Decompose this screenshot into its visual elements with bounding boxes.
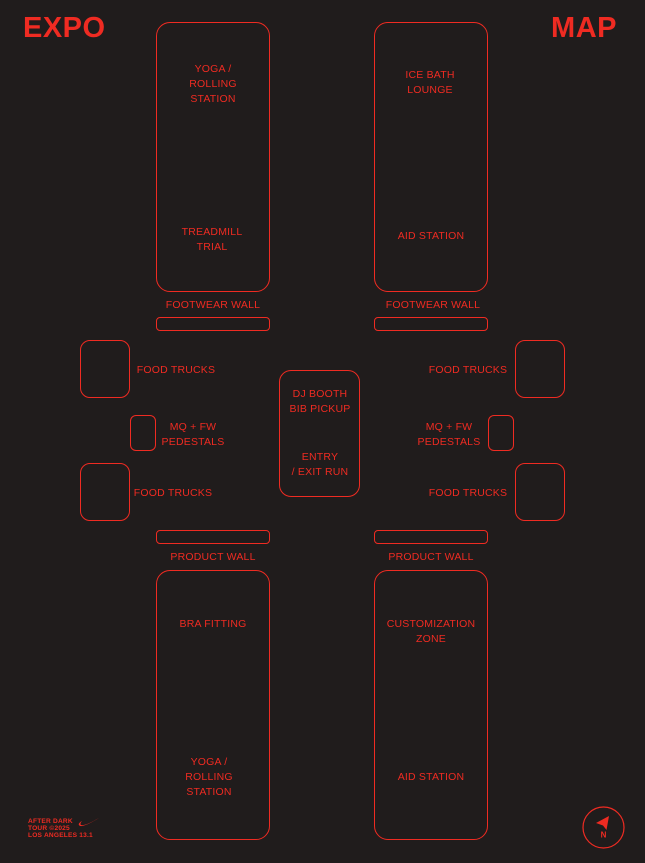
footwear-wall-left-label: FOOTWEAR WALL bbox=[165, 299, 261, 311]
food-trucks-lower-right-label: FOOD TRUCKS bbox=[428, 487, 508, 499]
swoosh-logo-icon bbox=[78, 817, 100, 828]
food-truck-lower-right bbox=[515, 463, 565, 521]
customization-zone-label: CUSTOMIZATION ZONE bbox=[386, 618, 476, 645]
treadmill-trial-label: TREADMILL TRIAL bbox=[181, 226, 243, 253]
zone-top-right bbox=[374, 22, 488, 292]
ice-bath-lounge-label: ICE BATH LOUNGE bbox=[405, 69, 455, 96]
footwear-wall-right-label: FOOTWEAR WALL bbox=[385, 299, 481, 311]
compass-north-label: N bbox=[600, 830, 607, 840]
map-title-right: MAP bbox=[551, 12, 617, 44]
food-trucks-upper-left-label: FOOD TRUCKS bbox=[136, 364, 216, 376]
food-truck-upper-right bbox=[515, 340, 565, 398]
bra-fitting-label: BRA FITTING bbox=[179, 618, 247, 630]
yoga-rolling-station-top-label: YOGA / ROLLING STATION bbox=[189, 63, 237, 105]
event-info-text: AFTER DARK TOUR ©2025 LOS ANGELES 13.1 bbox=[28, 818, 93, 840]
pedestals-left-label: MQ + FW PEDESTALS bbox=[161, 421, 225, 448]
aid-station-top-label: AID STATION bbox=[397, 230, 465, 242]
pedestals-right-label: MQ + FW PEDESTALS bbox=[417, 421, 481, 448]
food-truck-upper-left bbox=[80, 340, 130, 398]
zone-bottom-right bbox=[374, 570, 488, 840]
map-title-left: EXPO bbox=[23, 12, 106, 44]
north-compass bbox=[582, 806, 625, 849]
yoga-rolling-station-bottom-label: YOGA / ROLLING STATION bbox=[185, 756, 233, 798]
aid-station-bottom-label: AID STATION bbox=[397, 771, 465, 783]
north-arrow-icon bbox=[596, 816, 609, 830]
product-wall-right bbox=[374, 530, 488, 544]
compass-ring-icon bbox=[582, 806, 625, 849]
food-trucks-upper-right-label: FOOD TRUCKS bbox=[428, 364, 508, 376]
footwear-wall-left bbox=[156, 317, 270, 331]
entry-exit-run-label: ENTRY / EXIT RUN bbox=[291, 451, 349, 478]
dj-booth-bib-pickup-label: DJ BOOTH BIB PICKUP bbox=[289, 388, 351, 415]
food-trucks-lower-left-label: FOOD TRUCKS bbox=[133, 487, 213, 499]
product-wall-left bbox=[156, 530, 270, 544]
footwear-wall-right bbox=[374, 317, 488, 331]
product-wall-right-label: PRODUCT WALL bbox=[388, 551, 474, 563]
product-wall-left-label: PRODUCT WALL bbox=[170, 551, 256, 563]
